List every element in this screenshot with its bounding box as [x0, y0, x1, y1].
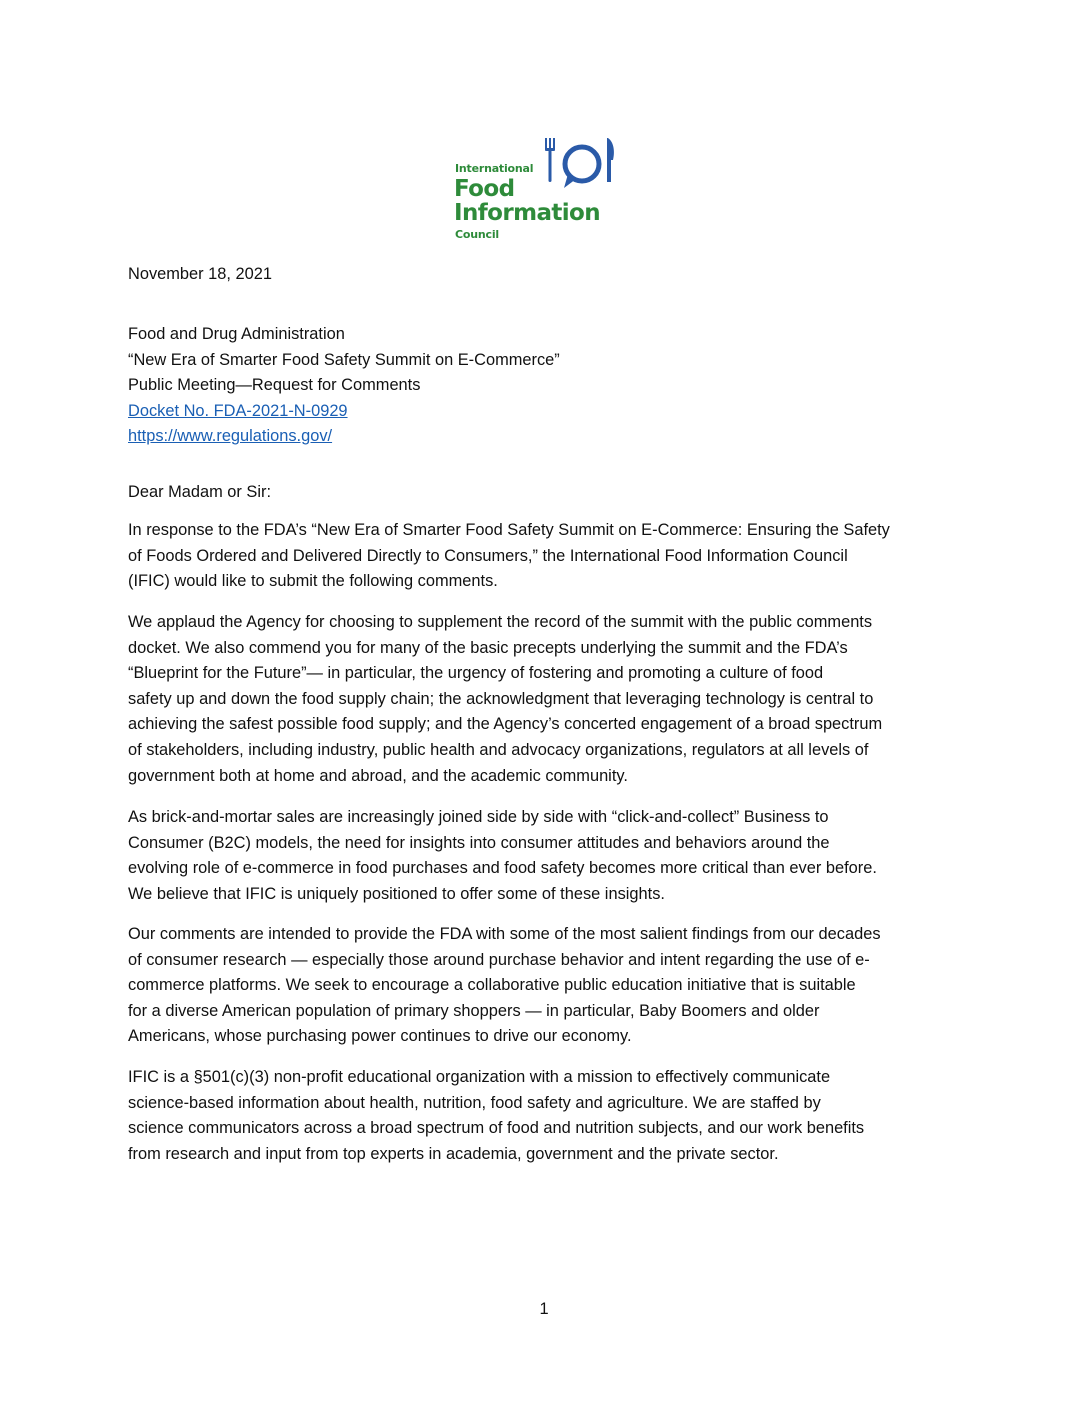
- regulations-link[interactable]: https://www.regulations.gov/: [128, 427, 333, 446]
- logo-text-council: Council: [455, 228, 499, 241]
- paragraph-5: IFIC is a §501(c)(3) non-profit educational organization with a mission to effectively communicate science-based information about health, nutrition, food safety and agriculture. We are staffed by science communicators across a broad spectrum of food and nutrition subjects, and our work benefits from research and input from top experts in academia, government and the private sector.: [128, 1068, 865, 1163]
- paragraph-2: We applaud the Agency for choosing to supplement the record of the summit with the public comments docket. We also commend you for many of the basic precepts underlying the summit and the FDA’s “Blueprint for the Future”— in particular, the urgency of fostering and promoting a culture of food safety up and down the food supply chain; the acknowledgment that leveraging technology is central to achieving the safest possible food supply; and the Agency’s concerted engagement of a broad spectrum of stakeholders, including industry, public health and advocacy organizations, regulators at all levels of government both at home and abroad, and the academic community.: [128, 613, 883, 785]
- ific-logo: [452, 136, 642, 244]
- salutation: Dear Madam or Sir:: [128, 483, 272, 501]
- paragraph-1: In response to the FDA’s “New Era of Smarter Food Safety Summit on E-Commerce: Ensuring the Safety of Foods Ordered and Delivered Directly to Consumers,” the International Food Information Council (IFIC) would like to submit the following comments.: [128, 521, 890, 591]
- letter-date: November 18, 2021: [128, 265, 272, 283]
- docket-link[interactable]: Docket No. FDA-2021-N-0929: [128, 401, 348, 420]
- logo-text-food: Food: [454, 176, 515, 202]
- address-block: [128, 322, 968, 450]
- page-number: 1: [539, 1300, 549, 1318]
- address-line-2: “New Era of Smarter Food Safety Summit on E-Commerce”: [128, 350, 560, 369]
- address-line-1: Food and Drug Administration: [128, 325, 345, 343]
- logo-text-information: Information: [454, 200, 601, 226]
- address-line-3: Public Meeting—Request for Comments: [128, 376, 421, 395]
- paragraph-4: Our comments are intended to provide the FDA with some of the most salient findings from our decades of consumer research — especially those around purchase behavior and intent regarding the use of e- commerce platforms. We seek to encourage a collaborative public education initiative that is suitable for a diverse American population of primary shoppers — in particular, Baby Boomers and older Americans, whose purchasing power continues to drive our economy.: [128, 925, 881, 1046]
- fork-plate-knife-icon: [542, 136, 622, 196]
- logo-text-international: International: [455, 162, 534, 175]
- paragraph-3: As brick-and-mortar sales are increasingly joined side by side with “click-and-collect” Business to Consumer (B2C) models, the need for insights into consumer attitudes and behaviors around the evolving role of e-commerce in food purchases and food safety becomes more critical than ever before. We believe that IFIC is uniquely positioned to offer some of these insights.: [128, 808, 877, 903]
